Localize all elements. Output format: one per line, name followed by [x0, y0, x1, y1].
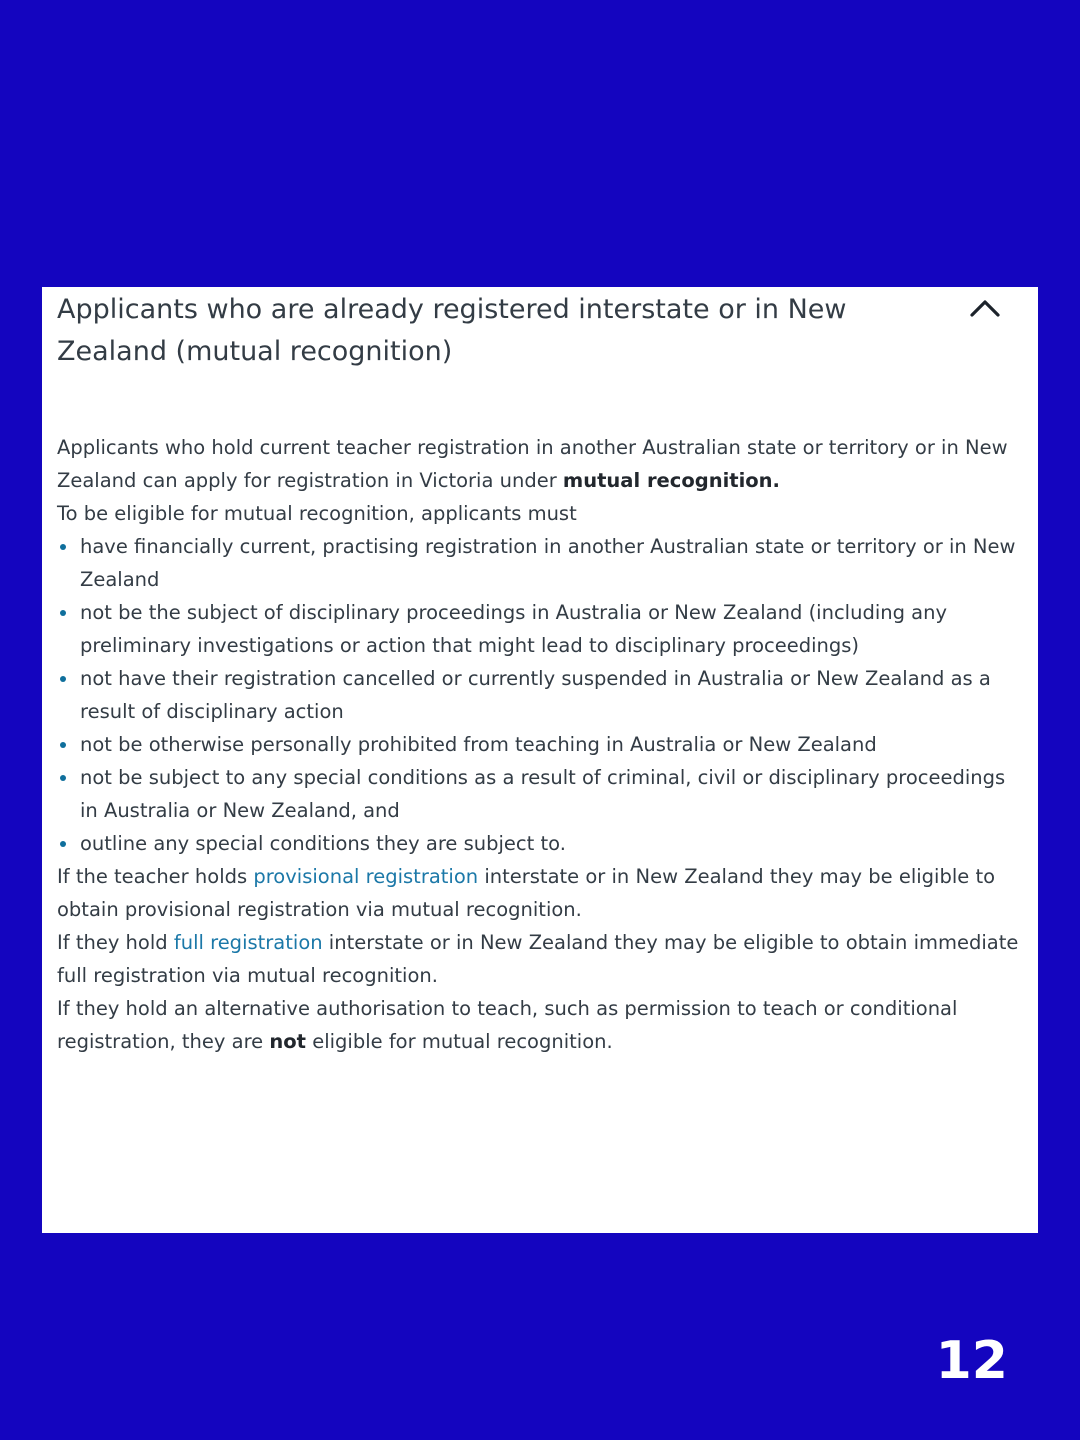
criteria-text: outline any special conditions they are subject to.	[80, 832, 566, 855]
criteria-text: not be otherwise personally prohibited from teaching in Australia or New Zealand	[80, 733, 877, 756]
list-item	[80, 596, 1026, 662]
bullet-icon	[60, 676, 66, 682]
criteria-text: not be the subject of disciplinary proceedings in Australia or New Zealand (including any preliminary investigations or action that might lead to disciplinary proceedings)	[80, 601, 948, 657]
full-registration-link[interactable]: full registration	[173, 931, 323, 954]
bullet-icon	[60, 775, 66, 781]
list-item	[80, 530, 1026, 596]
bullet-icon	[60, 742, 66, 748]
provisional-paragraph	[57, 860, 1026, 926]
intro-bold: mutual recognition.	[562, 469, 780, 492]
criteria-list	[57, 530, 1026, 860]
provisional-after: interstate or in New Zealand they may be eligible to obtain provisional registration via mutual recognition.	[57, 865, 996, 921]
criteria-text: not be subject to any special conditions as a result of criminal, civil or disciplinary proceedings in Australia or New Zealand, and	[80, 766, 1006, 822]
intro-paragraph	[57, 431, 1026, 497]
full-after: interstate or in New Zealand they may be eligible to obtain immediate full registration via mutual recognition.	[57, 931, 1019, 987]
alternative-before: If they hold an alternative authorisation to teach, such as permission to teach or conditional registration, they are	[57, 997, 958, 1053]
list-item	[80, 728, 1026, 761]
accordion-panel	[42, 287, 1038, 1233]
criteria-text: have financially current, practising registration in another Australian state or territory or in New Zealand	[80, 535, 1016, 591]
alternative-paragraph	[57, 992, 1026, 1058]
chevron-up-icon[interactable]	[968, 295, 1002, 321]
full-paragraph	[57, 926, 1026, 992]
eligibility-lead: To be eligible for mutual recognition, applicants must	[57, 502, 577, 525]
provisional-before: If the teacher holds	[57, 865, 254, 888]
bullet-icon	[60, 610, 66, 616]
page-number: 12	[935, 1331, 1008, 1391]
criteria-text: not have their registration cancelled or currently suspended in Australia or New Zealand as a result of disciplinary action	[80, 667, 991, 723]
alternative-bold: not	[269, 1030, 306, 1053]
list-item	[80, 761, 1026, 827]
accordion-content	[57, 431, 1026, 1058]
bullet-icon	[60, 841, 66, 847]
list-item	[80, 827, 1026, 860]
intro-text: Applicants who hold current teacher registration in another Australian state or territory or in New Zealand can apply for registration in Victoria under	[57, 436, 1008, 492]
bullet-icon	[60, 544, 66, 550]
list-item	[80, 662, 1026, 728]
accordion-header[interactable]	[57, 287, 1026, 373]
full-before: If they hold	[57, 931, 174, 954]
accordion-title[interactable]: Applicants who are already registered interstate or in New Zealand (mutual recognition)	[57, 294, 847, 367]
alternative-after: eligible for mutual recognition.	[306, 1030, 613, 1053]
provisional-registration-link[interactable]: provisional registration	[253, 865, 479, 888]
